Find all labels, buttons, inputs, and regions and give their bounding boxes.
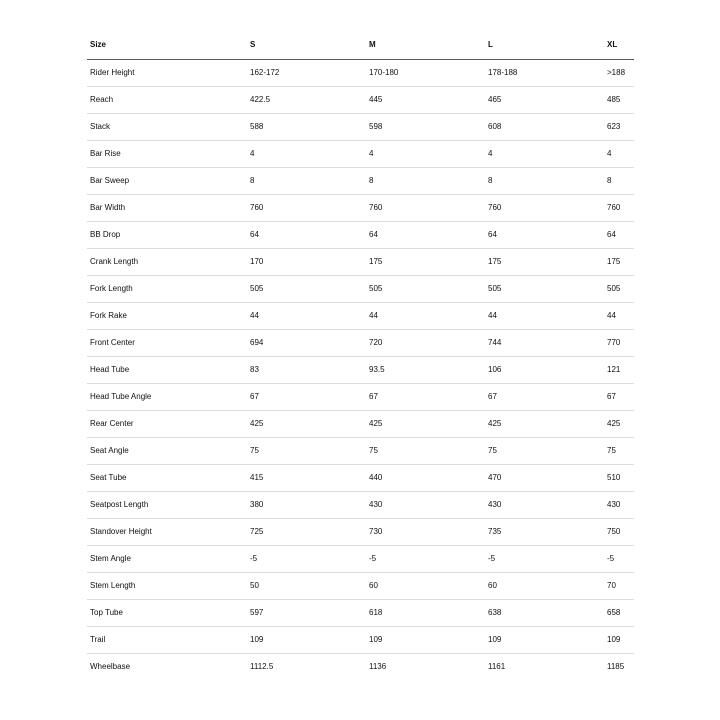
row-label: Stack — [87, 114, 247, 141]
table-cell: 510 — [604, 465, 634, 492]
row-label: Standover Height — [87, 519, 247, 546]
table-row — [87, 60, 634, 87]
table-cell: 64 — [604, 222, 634, 249]
table-row — [87, 438, 634, 465]
table-row — [87, 114, 634, 141]
table-cell: 75 — [366, 438, 485, 465]
row-label: Front Center — [87, 330, 247, 357]
geometry-table — [87, 30, 634, 680]
column-header-l: L — [485, 30, 604, 60]
table-row — [87, 411, 634, 438]
table-cell: 60 — [485, 573, 604, 600]
header-row — [87, 30, 634, 60]
table-cell: 1112.5 — [250, 662, 274, 671]
row-label: Seat Angle — [87, 438, 247, 465]
table-cell: 4 — [247, 141, 366, 168]
table-cell: 8 — [247, 168, 366, 195]
table-cell: 430 — [366, 492, 485, 519]
table-cell: 175 — [485, 249, 604, 276]
table-cell: 109 — [366, 627, 485, 654]
table-cell: 67 — [247, 384, 366, 411]
table-row — [87, 546, 634, 573]
table-cell: 588 — [247, 114, 366, 141]
row-label: Stem Length — [87, 573, 247, 600]
table-cell: 597 — [247, 600, 366, 627]
table-cell: 75 — [247, 438, 366, 465]
table-cell: 4 — [485, 141, 604, 168]
row-label: Crank Length — [87, 249, 247, 276]
row-label: BB Drop — [87, 222, 247, 249]
table-row — [87, 330, 634, 357]
table-cell: 485 — [604, 87, 634, 114]
table-cell: 4 — [366, 141, 485, 168]
table-cell: 623 — [604, 114, 634, 141]
table-row — [87, 600, 634, 627]
table-cell: 744 — [485, 330, 604, 357]
table-cell: 1136 — [369, 662, 387, 671]
row-label: Bar Sweep — [87, 168, 247, 195]
table-row — [87, 222, 634, 249]
table-cell: -5 — [247, 546, 366, 573]
table-cell: 598 — [366, 114, 485, 141]
table-cell: 505 — [366, 276, 485, 303]
table-cell: 64 — [366, 222, 485, 249]
table-row — [87, 87, 634, 114]
row-label: Fork Length — [87, 276, 247, 303]
table-cell: 658 — [604, 600, 634, 627]
table-cell: 75 — [485, 438, 604, 465]
table-row — [87, 465, 634, 492]
table-cell: 44 — [604, 303, 634, 330]
row-label: Seat Tube — [87, 465, 247, 492]
table-cell: 170-180 — [366, 60, 485, 87]
table-cell: 430 — [604, 492, 634, 519]
table-row — [87, 141, 634, 168]
table-cell: 4 — [604, 141, 634, 168]
table-cell: -5 — [366, 546, 485, 573]
table-cell: 380 — [247, 492, 366, 519]
table-cell: 93.5 — [366, 357, 485, 384]
table-row — [87, 519, 634, 546]
table-cell: 750 — [604, 519, 634, 546]
table-cell: 175 — [604, 249, 634, 276]
table-row — [87, 384, 634, 411]
table-cell: 720 — [366, 330, 485, 357]
table-cell: 162-172 — [247, 60, 366, 87]
table-body — [87, 60, 634, 681]
table-cell: 75 — [604, 438, 634, 465]
table-cell: 44 — [247, 303, 366, 330]
table-cell: 44 — [366, 303, 485, 330]
table-row — [87, 303, 634, 330]
row-label: Stem Angle — [87, 546, 247, 573]
table-row — [87, 249, 634, 276]
table-cell: 735 — [485, 519, 604, 546]
row-label: Bar Rise — [87, 141, 247, 168]
table-cell: 67 — [366, 384, 485, 411]
table-cell: 425 — [485, 411, 604, 438]
row-label: Rear Center — [87, 411, 247, 438]
table-cell: 422.5 — [247, 87, 366, 114]
table-row — [87, 627, 634, 654]
table-row — [87, 195, 634, 222]
row-label: Top Tube — [87, 600, 247, 627]
table-cell: >188 — [604, 60, 634, 87]
table-cell: 8 — [485, 168, 604, 195]
table-row — [87, 492, 634, 519]
table-cell: 770 — [604, 330, 634, 357]
column-header-s: S — [247, 30, 366, 60]
table-cell: -5 — [604, 546, 634, 573]
table-cell: 64 — [247, 222, 366, 249]
row-label: Trail — [87, 627, 247, 654]
table-cell: 50 — [247, 573, 366, 600]
table-cell: 175 — [366, 249, 485, 276]
table-cell: 70 — [604, 573, 634, 600]
table-cell: 170 — [247, 249, 366, 276]
table-cell: 8 — [604, 168, 634, 195]
table-cell: 725 — [247, 519, 366, 546]
table-cell: 415 — [247, 465, 366, 492]
table-row — [87, 168, 634, 195]
table-cell: 109 — [485, 627, 604, 654]
row-label: Seatpost Length — [87, 492, 247, 519]
column-header-m: M — [366, 30, 485, 60]
row-label: Rider Height — [87, 60, 247, 87]
row-label: Head Tube Angle — [87, 384, 247, 411]
table-cell: 60 — [366, 573, 485, 600]
table-row — [87, 573, 634, 600]
table-cell: -5 — [485, 546, 604, 573]
table-cell: 121 — [604, 357, 634, 384]
table-cell: 64 — [485, 222, 604, 249]
table-cell: 465 — [485, 87, 604, 114]
table-cell: 505 — [485, 276, 604, 303]
table-cell: 67 — [604, 384, 634, 411]
table-cell: 106 — [485, 357, 604, 384]
table-cell: 760 — [485, 195, 604, 222]
table-header — [87, 30, 634, 60]
row-label: Fork Rake — [87, 303, 247, 330]
table-cell: 760 — [247, 195, 366, 222]
table-cell: 505 — [247, 276, 366, 303]
table-cell: 430 — [485, 492, 604, 519]
table-cell: 505 — [604, 276, 634, 303]
table-cell: 44 — [485, 303, 604, 330]
table-cell: 638 — [485, 600, 604, 627]
table-cell: 425 — [604, 411, 634, 438]
table-cell: 1185 — [607, 662, 625, 671]
geometry-table-container — [87, 30, 634, 680]
table-row — [87, 276, 634, 303]
table-cell: 425 — [247, 411, 366, 438]
table-cell: 440 — [366, 465, 485, 492]
table-row — [87, 357, 634, 384]
table-cell: 83 — [247, 357, 366, 384]
table-row — [87, 654, 634, 681]
table-cell: 425 — [366, 411, 485, 438]
table-cell: 67 — [485, 384, 604, 411]
table-cell: 694 — [247, 330, 366, 357]
table-cell: 8 — [366, 168, 485, 195]
row-label: Wheelbase — [90, 662, 131, 671]
table-cell: 109 — [604, 627, 634, 654]
column-header-size: Size — [87, 30, 247, 60]
row-label: Bar Width — [87, 195, 247, 222]
table-cell: 618 — [366, 600, 485, 627]
table-cell: 730 — [366, 519, 485, 546]
table-cell: 445 — [366, 87, 485, 114]
table-cell: 760 — [604, 195, 634, 222]
table-cell: 1161 — [488, 662, 506, 671]
table-cell: 178-188 — [485, 60, 604, 87]
row-label: Reach — [87, 87, 247, 114]
table-cell: 608 — [485, 114, 604, 141]
table-cell: 470 — [485, 465, 604, 492]
row-label: Head Tube — [87, 357, 247, 384]
table-cell: 109 — [247, 627, 366, 654]
table-cell: 760 — [366, 195, 485, 222]
column-header-xl: XL — [604, 30, 634, 60]
